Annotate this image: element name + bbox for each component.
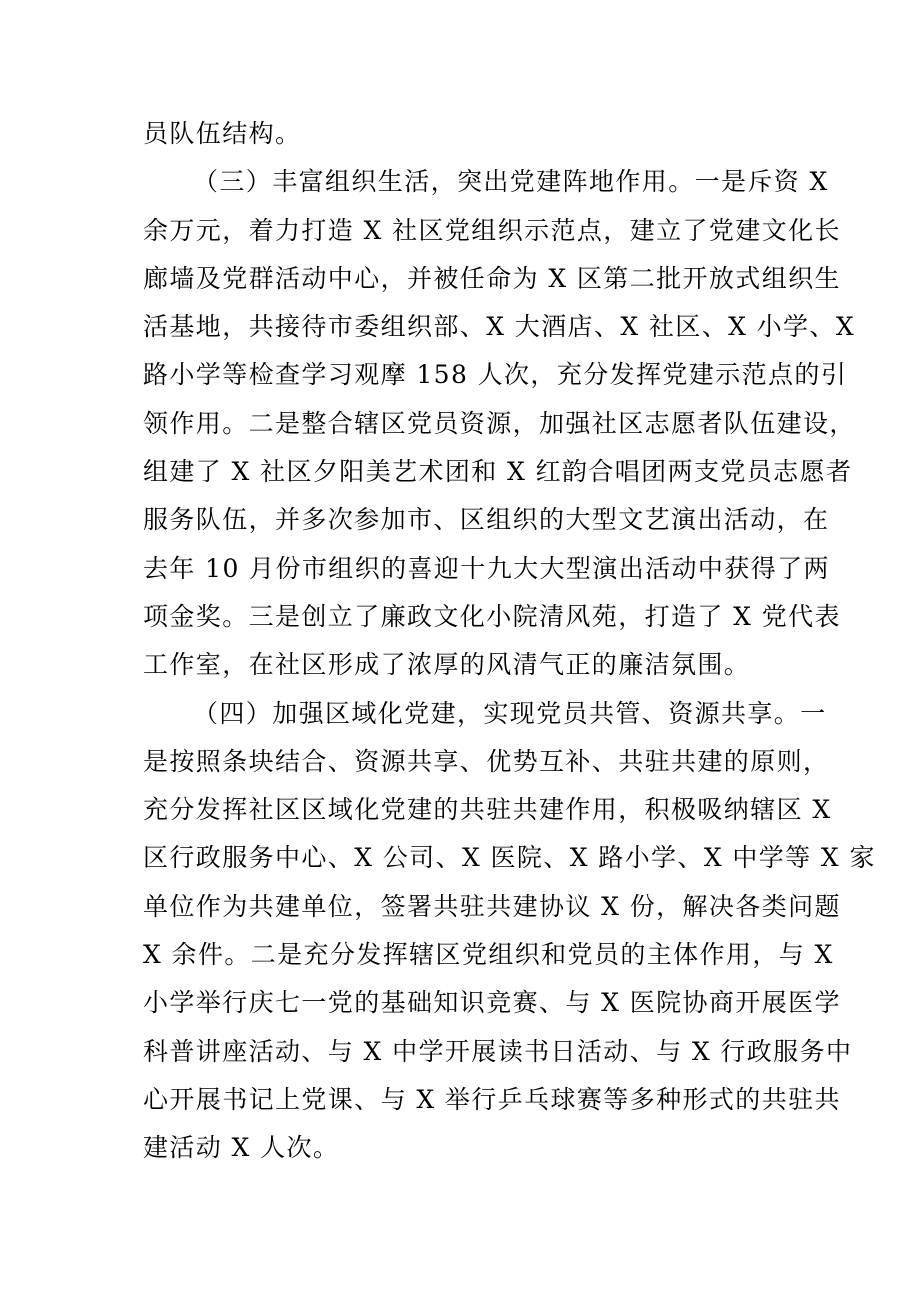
text-line: 区行政服务中心、X 公司、X 医院、X 路小学、X 中学等 X 家 — [143, 843, 876, 873]
text-line: 工作室，在社区形成了浓厚的风清气正的廉洁氛围。 — [143, 650, 751, 680]
text-line: 活基地，共接待市委组织部、X 大酒店、X 社区、X 小学、X — [143, 312, 856, 342]
text-line: 单位作为共建单位，签署共驻共建协议 X 份，解决各类问题 — [143, 891, 841, 921]
text-line: 充分发挥社区区域化党建的共驻共建作用，积极吸纳辖区 X — [143, 795, 832, 825]
text-line: X 余件。二是充分发挥辖区党组织和党员的主体作用，与 X — [143, 940, 834, 970]
text-line: 领作用。二是整合辖区党员资源，加强社区志愿者队伍建设， — [143, 408, 856, 438]
text-line: 建活动 X 人次。 — [143, 1133, 340, 1163]
text-line: （四）加强区域化党建，实现党员共管、资源共享。一 — [193, 698, 827, 728]
text-line: 组建了 X 社区夕阳美艺术团和 X 红韵合唱团两支党员志愿者 — [143, 457, 853, 487]
text-line: 小学举行庆七一党的基础知识竞赛、与 X 医院协商开展医学 — [143, 988, 841, 1018]
text-line: 廊墙及党群活动中心，并被任命为 X 区第二批开放式组织生 — [143, 263, 841, 293]
text-line: 心开展书记上党课、与 X 举行乒乓球赛等多种形式的共驻共 — [143, 1084, 841, 1114]
text-line: 服务队伍，并多次参加市、区组织的大型文艺演出活动，在 — [143, 505, 830, 535]
text-line: 科普讲座活动、与 X 中学开展读书日活动、与 X 行政服务中 — [143, 1036, 853, 1066]
text-line: 是按照条块结合、资源共享、优势互补、共驻共建的原则， — [143, 746, 830, 776]
text-line: 去年 10 月份市组织的喜迎十九大大型演出活动中获得了两 — [143, 553, 830, 583]
text-line: （三）丰富组织生活，突出党建阵地作用。一是斥资 X — [193, 167, 829, 197]
document-body — [143, 110, 876, 1173]
text-line: 员队伍结构。 — [143, 119, 302, 148]
text-line: 项金奖。三是创立了廉政文化小院清风苑，打造了 X 党代表 — [143, 601, 841, 631]
text-line: 余万元，着力打造 X 社区党组织示范点，建立了党建文化长 — [143, 215, 841, 245]
text-line: 路小学等检查学习观摩 158 人次，充分发挥党建示范点的引 — [143, 360, 848, 390]
